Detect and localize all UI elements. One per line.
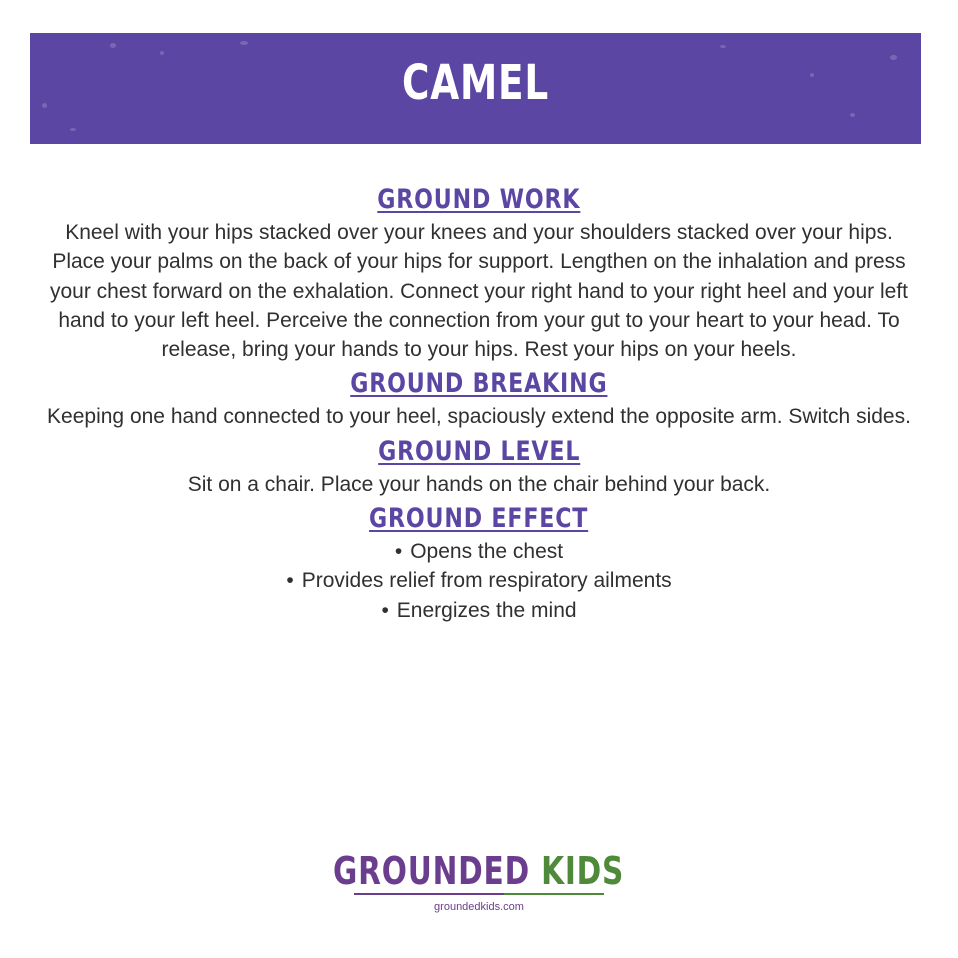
ground-breaking-text: Keeping one hand connected to your heel, spaciously extend the opposite arm. Switch sides.: [47, 405, 911, 429]
ground-effect-heading: GROUND EFFECT: [369, 503, 589, 535]
list-item: • Energizes the mind: [381, 598, 577, 622]
logo-wordmark: [333, 849, 625, 893]
list-item: • Provides relief from respiratory ailments: [286, 569, 672, 593]
ground-work-text: Kneel with your hips stacked over your knees and your shoulders stacked over your hips. Place your palms on the back of your hips for support. Lengthen on the inhalation and press your chest forward on the exhalation. Connect your right hand to your right heel and your left hand to your left heel. Perceive the connection from your gut to your heart to your head. To release, bring your hands to your hips. Rest your hips on your heels.: [49, 221, 908, 362]
ground-effect-list: [40, 537, 918, 625]
ground-level-text: Sit on a chair. Place your hands on the chair behind your back.: [187, 472, 771, 496]
logo-word-grounded: GROUNDED: [333, 849, 531, 893]
ground-level-heading: GROUND LEVEL: [377, 435, 581, 467]
list-item: • Opens the chest: [394, 540, 564, 564]
instructions-content: [40, 182, 918, 625]
grounded-kids-logo: [0, 849, 958, 913]
logo-word-kids: KIDS: [541, 849, 625, 893]
ground-work-heading: GROUND WORK: [377, 184, 581, 215]
page-title: CAMEL: [401, 55, 550, 111]
ground-breaking-heading: GROUND BREAKING: [350, 368, 608, 400]
logo-underline: [354, 893, 604, 895]
title-banner: [30, 33, 921, 144]
logo-url: groundedkids.com: [434, 901, 524, 913]
